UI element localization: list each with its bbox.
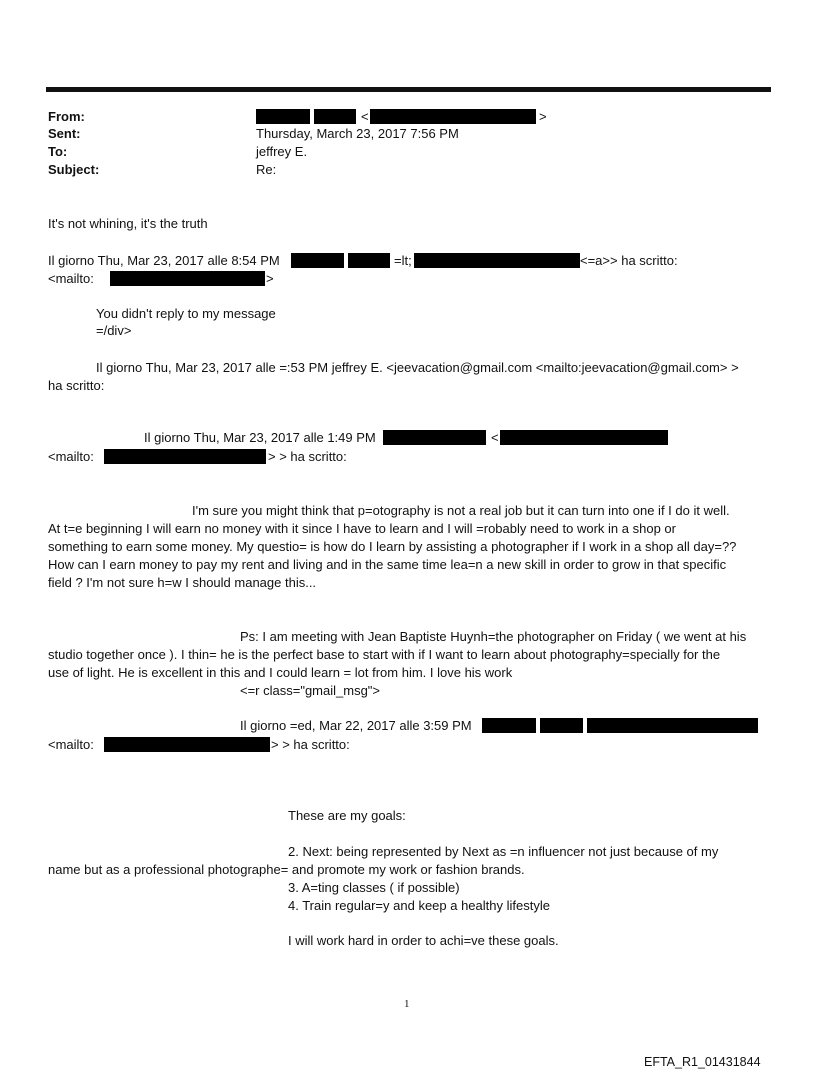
paragraph-2-line: Ps: I am meeting with Jean Baptiste Huynh=the photographer on Friday ( we went at his <box>240 629 747 644</box>
goal-2: 2. Next: being represented by Next as =n influencer not just because of my <box>288 844 719 859</box>
quote-header-2: Il giorno Thu, Mar 23, 2017 alle =:53 PM jeffrey E. <jeevacation@gmail.com <mailto:jeevacation@gmail.com> > <box>96 360 739 375</box>
sent-value: Thursday, March 23, 2017 7:56 PM <box>256 126 459 141</box>
paragraph-2-line: <=r class="gmail_msg"> <box>240 683 381 698</box>
redaction-block <box>383 430 486 445</box>
redaction-block <box>540 718 583 733</box>
quote-header-2-cont: ha scritto: <box>48 378 105 393</box>
quote-3-mailto: <mailto: <box>48 449 94 464</box>
redaction-block <box>482 718 536 733</box>
document-id: EFTA_R1_01431844 <box>644 1055 761 1069</box>
redaction-block <box>414 253 580 268</box>
to-value: jeffrey E. <box>256 144 308 159</box>
subject-value: Re: <box>256 162 277 177</box>
quote-header-1-end: <=a>> ha scritto: <box>580 253 678 268</box>
to-label: To: <box>48 144 68 159</box>
quote-header-3: Il giorno Thu, Mar 23, 2017 alle 1:49 PM <box>144 430 376 445</box>
paragraph-1-line: something to earn some money. My questio= is how do I learn by assisting a photographer if I work in a shop all day=?? <box>48 539 737 554</box>
from-lt: < <box>361 109 369 124</box>
redaction-block <box>256 109 310 124</box>
quote-header-4: Il giorno =ed, Mar 22, 2017 alle 3:59 PM <box>240 718 472 733</box>
page-number: 1 <box>404 998 410 1010</box>
goals-title: These are my goals: <box>288 808 406 823</box>
redaction-block <box>348 253 390 268</box>
header-rule <box>46 87 771 92</box>
quote-4-mailto: <mailto: <box>48 737 94 752</box>
quote-4-end: > > ha scritto: <box>271 737 350 752</box>
quote-1-div: =/div> <box>96 323 132 338</box>
goal-4: 4. Train regular=y and keep a healthy lifestyle <box>288 898 550 913</box>
redaction-block <box>314 109 356 124</box>
redaction-block <box>104 737 270 752</box>
goal-3: 3. A=ting classes ( if possible) <box>288 880 460 895</box>
from-gt: > <box>539 109 547 124</box>
redaction-block <box>104 449 266 464</box>
redaction-block <box>110 271 265 286</box>
paragraph-2-line: use of light. He is excellent in this and I could learn = lot from him. I love his work <box>48 665 513 680</box>
quote-3-end: > > ha scritto: <box>268 449 347 464</box>
quote-1-mailto: <mailto: <box>48 271 94 286</box>
subject-label: Subject: <box>48 162 100 177</box>
sent-label: Sent: <box>48 126 81 141</box>
goal-2-cont: name but as a professional photographe= and promote my work or fashion brands. <box>48 862 525 877</box>
closing-line: I will work hard in order to achi=ve these goals. <box>288 933 559 948</box>
redaction-block <box>370 109 536 124</box>
quote-header-3-lt: < <box>491 430 499 445</box>
quote-1-message: You didn't reply to my message <box>96 306 276 321</box>
paragraph-2-line: studio together once ). I thin= he is the perfect base to start with if I want to learn about photography=specially for the <box>48 647 721 662</box>
paragraph-1-line: How can I earn money to pay my rent and living and in the same time lea=n a new skill in order to grow in that specific <box>48 557 727 572</box>
reply-line: It's not whining, it's the truth <box>48 216 208 231</box>
redaction-block <box>587 718 758 733</box>
paragraph-1-line: I'm sure you might think that p=otography is not a real job but it can turn into one if I do it well. <box>192 503 730 518</box>
quote-header-1-lt: =lt; <box>394 253 412 268</box>
quote-header-1: Il giorno Thu, Mar 23, 2017 alle 8:54 PM <box>48 253 280 268</box>
quote-1-mailto-end: > <box>266 271 274 286</box>
paragraph-1-line: At t=e beginning I will earn no money with it since I have to learn and I will =robably need to work in a shop or <box>48 521 676 536</box>
redaction-block <box>291 253 344 268</box>
paragraph-1-line: field ? I'm not sure h=w I should manage this... <box>48 575 317 590</box>
redaction-block <box>500 430 668 445</box>
from-label: From: <box>48 109 85 124</box>
